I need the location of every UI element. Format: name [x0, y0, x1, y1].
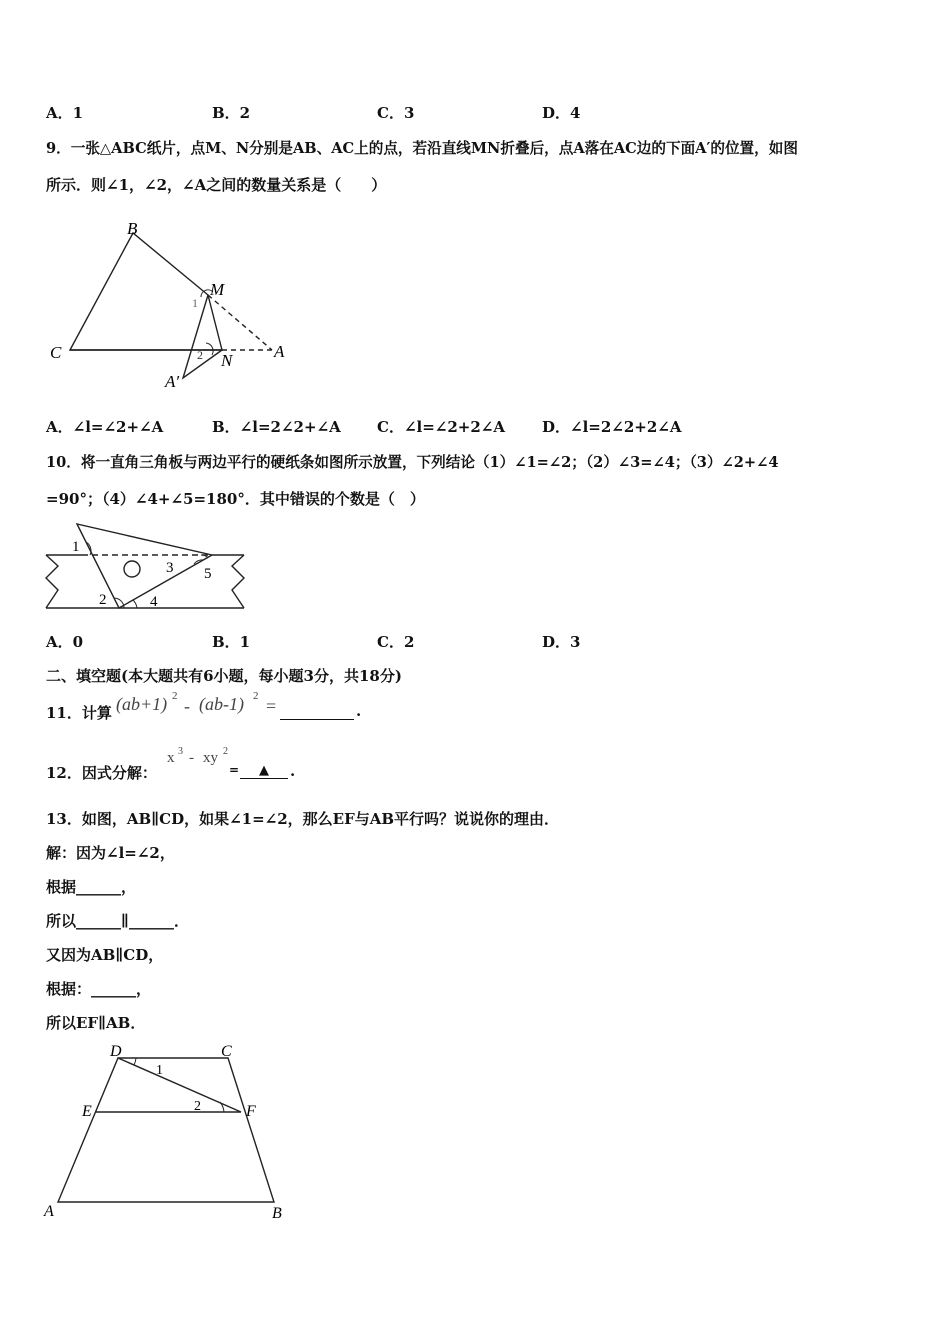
- q11-minus: -: [184, 696, 190, 716]
- q10-figure: [44, 522, 254, 617]
- q10-stem-line2: =90°；（4）∠4+∠5=180°．其中错误的个数是（ ）: [46, 490, 425, 508]
- q10-label-3: 3: [166, 560, 174, 576]
- q8-option-d[interactable]: D．4: [542, 104, 581, 122]
- q13-solution-line4: 又因为AB∥CD，: [46, 946, 164, 964]
- q9-label-b: B: [127, 219, 138, 238]
- q9-label-c: C: [50, 343, 62, 362]
- q11-sup-a: 2: [172, 690, 178, 702]
- q13-stem: 13．如图，AB∥CD，如果∠1=∠2，那么EF与AB平行吗？说说你的理由．: [46, 810, 560, 828]
- q11-prefix: 11．计算: [46, 704, 112, 722]
- q9-label-2: 2: [197, 348, 203, 362]
- q9-stem-line2: 所示．则∠1，∠2，∠A之间的数量关系是（ ）: [46, 176, 387, 194]
- q9-option-c[interactable]: C．∠l=∠2+2∠A: [377, 418, 505, 436]
- q8-option-a[interactable]: A．1: [46, 104, 84, 122]
- q9-stem-line1: 9．一张△ABC纸片，点M、N分别是AB、AC上的点，若沿直线MN折叠后，点A落在AC边的下面A′的位置，如图: [46, 140, 798, 157]
- section-2-heading: 二、填空题(本大题共有6小题，每小题3分，共18分): [46, 667, 402, 685]
- q13-label-2: 2: [194, 1099, 201, 1114]
- q13-label-e: E: [82, 1103, 92, 1120]
- q9-label-m: M: [210, 280, 225, 299]
- q10-options: [46, 631, 906, 653]
- q13-solution-line6: 所以EF∥AB．: [46, 1014, 146, 1032]
- q11-expr-b: (ab-1): [199, 694, 244, 714]
- q12-sup-b: 2: [223, 746, 228, 757]
- q12-equals: =: [229, 763, 240, 777]
- q13-solution-line2[interactable]: 根据______，: [46, 878, 137, 896]
- q13-label-1: 1: [156, 1063, 163, 1078]
- q10-stem-line1: 10．将一直角三角板与两边平行的硬纸条如图所示放置，下列结论（1）∠1=∠2；（2）∠3=∠4；（3）∠2+∠4: [46, 454, 779, 471]
- q12-expr-a: x: [167, 750, 175, 766]
- q13-label-d: D: [110, 1043, 122, 1060]
- q9-options: [46, 416, 906, 438]
- q9-label-n: N: [221, 351, 233, 370]
- q9-figure: [40, 215, 340, 395]
- q12-expr-b: xy: [203, 750, 218, 766]
- q12-minus: -: [189, 750, 194, 766]
- q13-solution-line5[interactable]: 根据：______，: [46, 980, 152, 998]
- q8-option-b[interactable]: B．2: [212, 104, 251, 122]
- q10-option-b[interactable]: B．1: [212, 633, 251, 651]
- q13-label-b: B: [272, 1205, 282, 1222]
- q9-option-d[interactable]: D．∠l=2∠2+2∠A: [542, 418, 682, 436]
- q11-equals: =: [266, 696, 277, 716]
- q11-sup-b: 2: [253, 690, 259, 702]
- q9-option-b[interactable]: B．∠l=2∠2+∠A: [212, 418, 341, 436]
- q13-label-f: F: [246, 1103, 256, 1120]
- q10-option-d[interactable]: D．3: [542, 633, 581, 651]
- q9-option-a[interactable]: A．∠l=∠2+∠A: [46, 418, 164, 436]
- q12-prefix: 12．因式分解：: [46, 764, 157, 782]
- q9-label-a: A: [274, 342, 285, 361]
- q11-answer-blank[interactable]: [280, 699, 354, 720]
- q10-label-2: 2: [99, 592, 107, 608]
- q11-expr-a: (ab+1): [116, 694, 168, 714]
- q12-answer-mark: ▲: [259, 763, 269, 778]
- q8-options: [46, 102, 906, 124]
- q9-label-1: 1: [192, 296, 198, 310]
- q10-label-5: 5: [204, 566, 212, 582]
- q13-solution-line1: 解：因为∠l=∠2，: [46, 844, 175, 862]
- q12-end: .: [290, 762, 296, 780]
- q13-solution-line3[interactable]: 所以______∥______．: [46, 912, 189, 930]
- q10-label-1: 1: [72, 539, 80, 555]
- q13-label-a: A: [44, 1203, 54, 1220]
- q8-option-c[interactable]: C．3: [377, 104, 415, 122]
- q11-end: .: [356, 702, 362, 720]
- q10-option-c[interactable]: C．2: [377, 633, 415, 651]
- q10-label-4: 4: [150, 594, 158, 610]
- q12-sup-a: 3: [178, 746, 183, 757]
- q9-label-a-prime: A′: [165, 372, 180, 391]
- q13-figure: [40, 1040, 300, 1230]
- q10-option-a[interactable]: A．0: [46, 633, 84, 651]
- q13-label-c: C: [221, 1043, 232, 1060]
- q12-answer-blank[interactable]: [240, 760, 288, 779]
